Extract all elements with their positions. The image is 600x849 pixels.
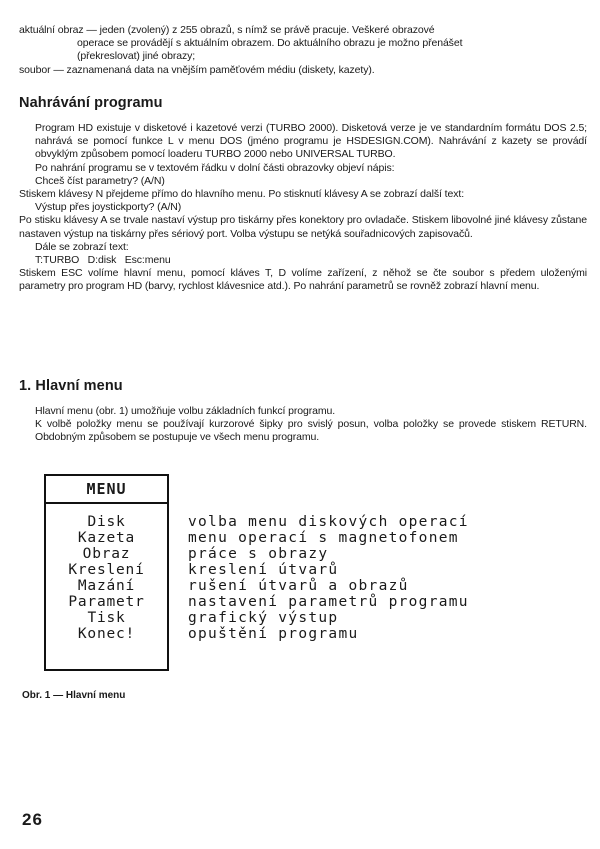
page-number: 26: [22, 810, 43, 829]
menu-item-description: opuštění programu: [188, 626, 359, 642]
paragraph: Hlavní menu (obr. 1) umožňuje volbu základních funkcí programu.: [35, 405, 336, 417]
figure-caption: Obr. 1 — Hlavní menu: [22, 690, 126, 701]
paragraph: Program HD existuje v disketové i kazetové verzi (TURBO 2000). Disketová verze je ve standardním formátu DOS 2.5; nahrává se pomocí funkce L v menu DOS (jméno programu je HSDESIGN.COM). Nahrávání z kazety se provádí obvyklým způsobem pomocí loaderu TURBO 2000 nebo UNIVERSAL TURBO.: [35, 122, 587, 161]
definition-line: (překreslovat) jiné obrazy;: [77, 50, 196, 63]
menu-item-label: Parametr: [68, 594, 145, 610]
definition-line: operace se provádějí s aktuálním obrazem. Do aktuálního obrazu je možno přenášet: [77, 37, 463, 50]
paragraph: Chceš číst parametry? (A/N): [35, 174, 165, 187]
menu-item-label: Disk: [87, 514, 126, 530]
menu-item-label: Mazání: [77, 578, 136, 594]
menu-item-label: Obraz: [82, 546, 131, 562]
section-body: [19, 122, 587, 294]
section-body: [19, 405, 587, 445]
menu-item-description: menu operací s magnetofonem: [188, 530, 459, 546]
paragraph: Po stisku klávesy A se trvale nastaví výstup pro tiskárny přes konektory pro ovladače. Stiskem libovolné jiné klávesy zůstane nastaven výstup na tiskárny přes sériový port. Volba výstupu se netýká souřadnicových zapisovačů.: [19, 214, 587, 240]
paragraph: K volbě položky menu se používají kurzorové šipky pro svislý posun, volba položky se provede stiskem RETURN. Obdobným způsobem se postupuje ve všech menu programu.: [35, 418, 587, 444]
section-heading: Nahrávání programu: [19, 95, 163, 111]
menu-item-label: Tisk: [87, 610, 126, 626]
definition-line: aktuální obraz — jeden (zvolený) z 255 obrazů, s nímž se právě pracuje. Veškeré obrazové: [19, 24, 435, 36]
paragraph: Stiskem ESC volíme hlavní menu, pomocí kláves T, D volíme zařízení, z něhož se čte soubor s předem uloženými parametry pro program HD (barvy, rychlost klávesnice atd.). Po nahrání parametrů se rovněž zobrazí hlavní menu.: [19, 267, 587, 293]
paragraph: Výstup přes joystickporty? (A/N): [35, 201, 182, 214]
menu-item-label: Kreslení: [68, 562, 145, 578]
menu-item-description: rušení útvarů a obrazů: [188, 578, 409, 594]
menu-screen-box: [44, 474, 169, 671]
menu-item-description: nastavení parametrů programu: [188, 594, 469, 610]
menu-item-description: kreslení útvarů: [188, 562, 339, 578]
definitions: [19, 24, 585, 77]
definition-line: soubor — zaznamenaná data na vnějším paměťovém médiu (diskety, kazety).: [19, 63, 375, 76]
menu-item-label: Kazeta: [77, 530, 136, 546]
paragraph: Dále se zobrazí text:: [35, 240, 129, 253]
menu-item-description: práce s obrazy: [188, 546, 329, 562]
menu-item-label: Konec!: [77, 626, 136, 642]
menu-title: MENU: [46, 476, 167, 504]
menu-item-description: volba menu diskových operací: [188, 514, 469, 530]
paragraph: Stiskem klávesy N přejdeme přímo do hlavního menu. Po stisknutí klávesy A se zobrazí další text:: [19, 188, 465, 201]
section-heading: 1. Hlavní menu: [19, 378, 123, 394]
paragraph: T:TURBO D:disk Esc:menu: [35, 254, 171, 267]
paragraph: Po nahrání programu se v textovém řádku v dolní části obrazovky objeví nápis:: [35, 161, 395, 174]
menu-item-description: grafický výstup: [188, 610, 339, 626]
